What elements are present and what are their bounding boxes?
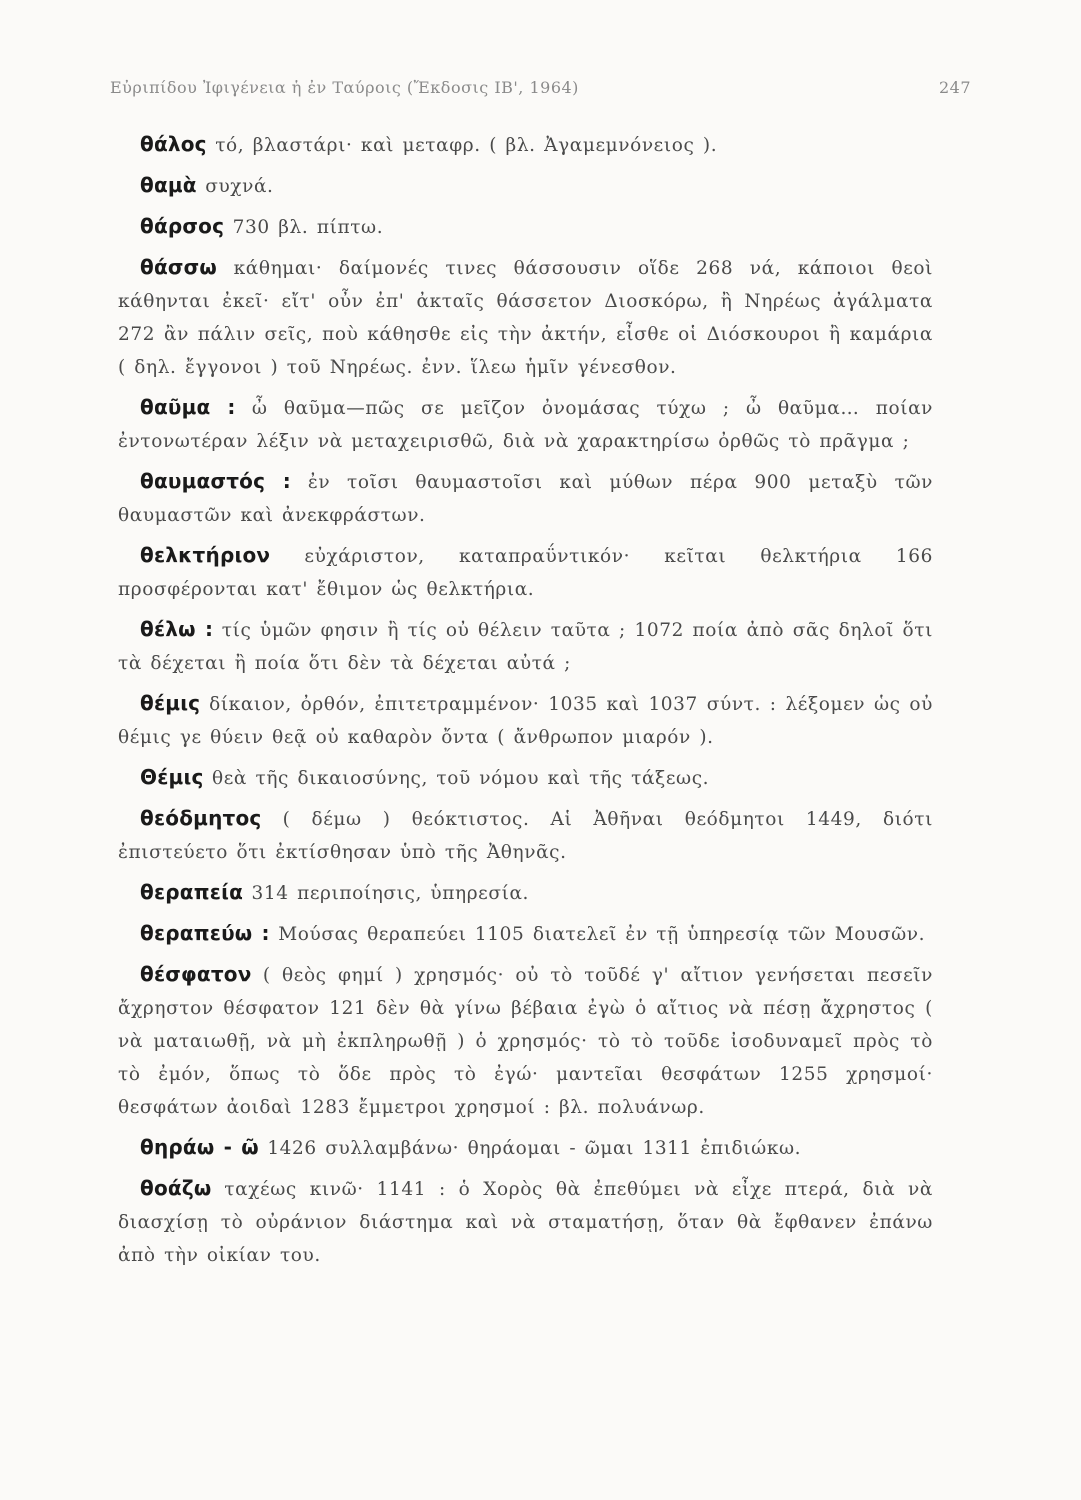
entry-headword: θαυμαστός : <box>140 469 291 493</box>
glossary-entry <box>118 391 933 458</box>
entry-headword: θαμὰ <box>140 173 197 197</box>
entry-headword: θάσσω <box>140 255 218 279</box>
entry-headword: Θέμις <box>140 765 204 789</box>
glossary-entry <box>118 687 933 754</box>
entry-text: ὦ θαῦμα—πῶς σε μεῖζον ὀνομάσας τύχω ; ὦ θαῦμα… ποίαν ἐντονωτέραν λέξιν νὰ μεταχειρισθῶ, διὰ νὰ χαρακτηρίσω ὀρθῶς τὸ πρᾶγμα ; <box>118 398 934 452</box>
entry-headword: θεόδμητος <box>140 806 262 830</box>
entry-headword: θέλω : <box>140 617 214 641</box>
glossary-entries <box>118 128 933 1279</box>
entry-text: 730 βλ. πίπτω. <box>232 217 384 238</box>
entry-text: συχνά. <box>205 176 274 197</box>
entry-headword: θάλος <box>140 132 207 156</box>
glossary-entry <box>118 210 933 244</box>
entry-headword: θεραπεύω : <box>140 921 270 945</box>
entry-text: 314 περιποίησις, ὑπηρεσία. <box>251 883 530 904</box>
entry-headword: θεραπεία <box>140 880 244 904</box>
glossary-entry <box>118 128 933 162</box>
entry-headword: θέμις <box>140 691 201 715</box>
entry-text: εὐχάριστον, καταπραΰντικόν· κεῖται θελκτήρια 166 προσφέρονται κατ' ἔθιμον ὡς θελκτήρια. <box>118 546 933 600</box>
glossary-entry <box>118 251 933 384</box>
glossary-entry <box>118 1172 933 1272</box>
entry-text: ( θεὸς φημί ) χρησμός· οὐ τὸ τοῦδέ γ' αἴτιον γενήσεται πεσεῖν ἄχρηστον θέσφατον 121 δὲν θὰ γίνω βέβαια ἐγὼ ὁ αἴτιος νὰ πέσῃ ἄχρηστος ( νὰ ματαιωθῇ, νὰ μὴ ἐκπληρωθῇ ) ὁ χρησμός· τὸ τὸ τοῦδε ἰσοδυναμεῖ πρὸς τὸ τὸ ἐμόν, ὅπως τὸ ὅδε πρὸς τὸ ἐγώ· μαντεῖαι θεσφάτων 1255 χρησμοί· θεσφάτων ἀοιδαὶ 1283 ἔμμετροι χρησμοί : βλ. πολυάνωρ. <box>118 965 933 1118</box>
entry-text: ( δέμω ) θεόκτιστος. Αἱ Ἀθῆναι θεόδμητοι 1449, διότι ἐπιστεύετο ὅτι ἐκτίσθησαν ὑπὸ τῆς Ἀθηνᾶς. <box>118 809 933 863</box>
running-title: Εὐριπίδου Ἰφιγένεια ἡ ἐν Ταύροις (Ἔκδοσις ΙΒ', 1964) <box>110 78 579 97</box>
glossary-entry <box>118 465 933 532</box>
entry-text: κάθημαι· δαίμονές τινες θάσσουσιν οἵδε 268 νά, κάποιοι θεοὶ κάθηνται ἐκεῖ· εἴτ' οὖν ἐπ' ἀκταῖς θάσσετον Διοσκόρω, ἢ Νηρέως ἀγάλματα 272 ἂν πάλιν σεῖς, ποὺ κάθησθε εἰς τὴν ἀκτήν, εἶσθε οἱ Διόσκουροι ἢ καμάρια ( δηλ. ἔγγονοι ) τοῦ Νηρέως. ἐνν. ἵλεω ἡμῖν γένεσθον. <box>118 258 933 378</box>
entry-headword: θελκτήριον <box>140 543 271 567</box>
entry-text: 1426 συλλαμβάνω· θηράομαι - ῶμαι 1311 ἐπιδιώκω. <box>267 1138 802 1159</box>
entry-text: τίς ὑμῶν φησιν ἢ τίς οὐ θέλειν ταῦτα ; 1072 ποία ἀπὸ σᾶς δηλοῖ ὅτι τὰ δέχεται ἢ ποία ὅτι δὲν τὰ δέχεται αὐτά ; <box>118 620 933 674</box>
entry-text: ἐν τοῖσι θαυμαστοῖσι καὶ μύθων πέρα 900 μεταξὺ τῶν θαυμαστῶν καὶ ἀνεκφράστων. <box>118 472 933 526</box>
page-header <box>110 78 971 97</box>
glossary-entry <box>118 802 933 869</box>
page-number: 247 <box>938 78 971 97</box>
entry-headword: θάρσος <box>140 214 225 238</box>
glossary-entry <box>118 169 933 203</box>
entry-text: δίκαιον, ὀρθόν, ἐπιτετραμμένον· 1035 καὶ 1037 σύντ. : λέξομεν ὡς οὐ θέμις γε θύειν θεᾷ οὐ καθαρὸν ὄντα ( ἄνθρωπον μιαρόν ). <box>118 694 933 748</box>
glossary-entry <box>118 1131 933 1165</box>
glossary-entry <box>118 761 933 795</box>
entry-headword: θαῦμα : <box>140 395 236 419</box>
entry-text: θεὰ τῆς δικαιοσύνης, τοῦ νόμου καὶ τῆς τάξεως. <box>211 768 710 789</box>
glossary-entry <box>118 876 933 910</box>
entry-headword: θέσφατον <box>140 962 252 986</box>
entry-text: ταχέως κινῶ· 1141 : ὁ Χορὸς θὰ ἐπεθύμει νὰ εἶχε πτερά, διὰ νὰ διασχίσῃ τὸ οὐράνιον διάστημα καὶ νὰ σταματήσῃ, ὅταν θὰ ἔφθανεν ἐπάνω ἀπὸ τὴν οἰκίαν του. <box>118 1179 933 1266</box>
entry-headword: θοάζω <box>140 1176 212 1200</box>
glossary-entry <box>118 613 933 680</box>
entry-headword: θηράω - ῶ <box>140 1135 259 1159</box>
glossary-entry <box>118 958 933 1124</box>
entry-text: τό, βλαστάρι· καὶ μεταφρ. ( βλ. Ἀγαμεμνόνειος ). <box>215 135 718 156</box>
glossary-entry <box>118 917 933 951</box>
entry-text: Μούσας θεραπεύει 1105 διατελεῖ ἐν τῇ ὑπηρεσίᾳ τῶν Μουσῶν. <box>278 924 926 945</box>
glossary-entry <box>118 539 933 606</box>
